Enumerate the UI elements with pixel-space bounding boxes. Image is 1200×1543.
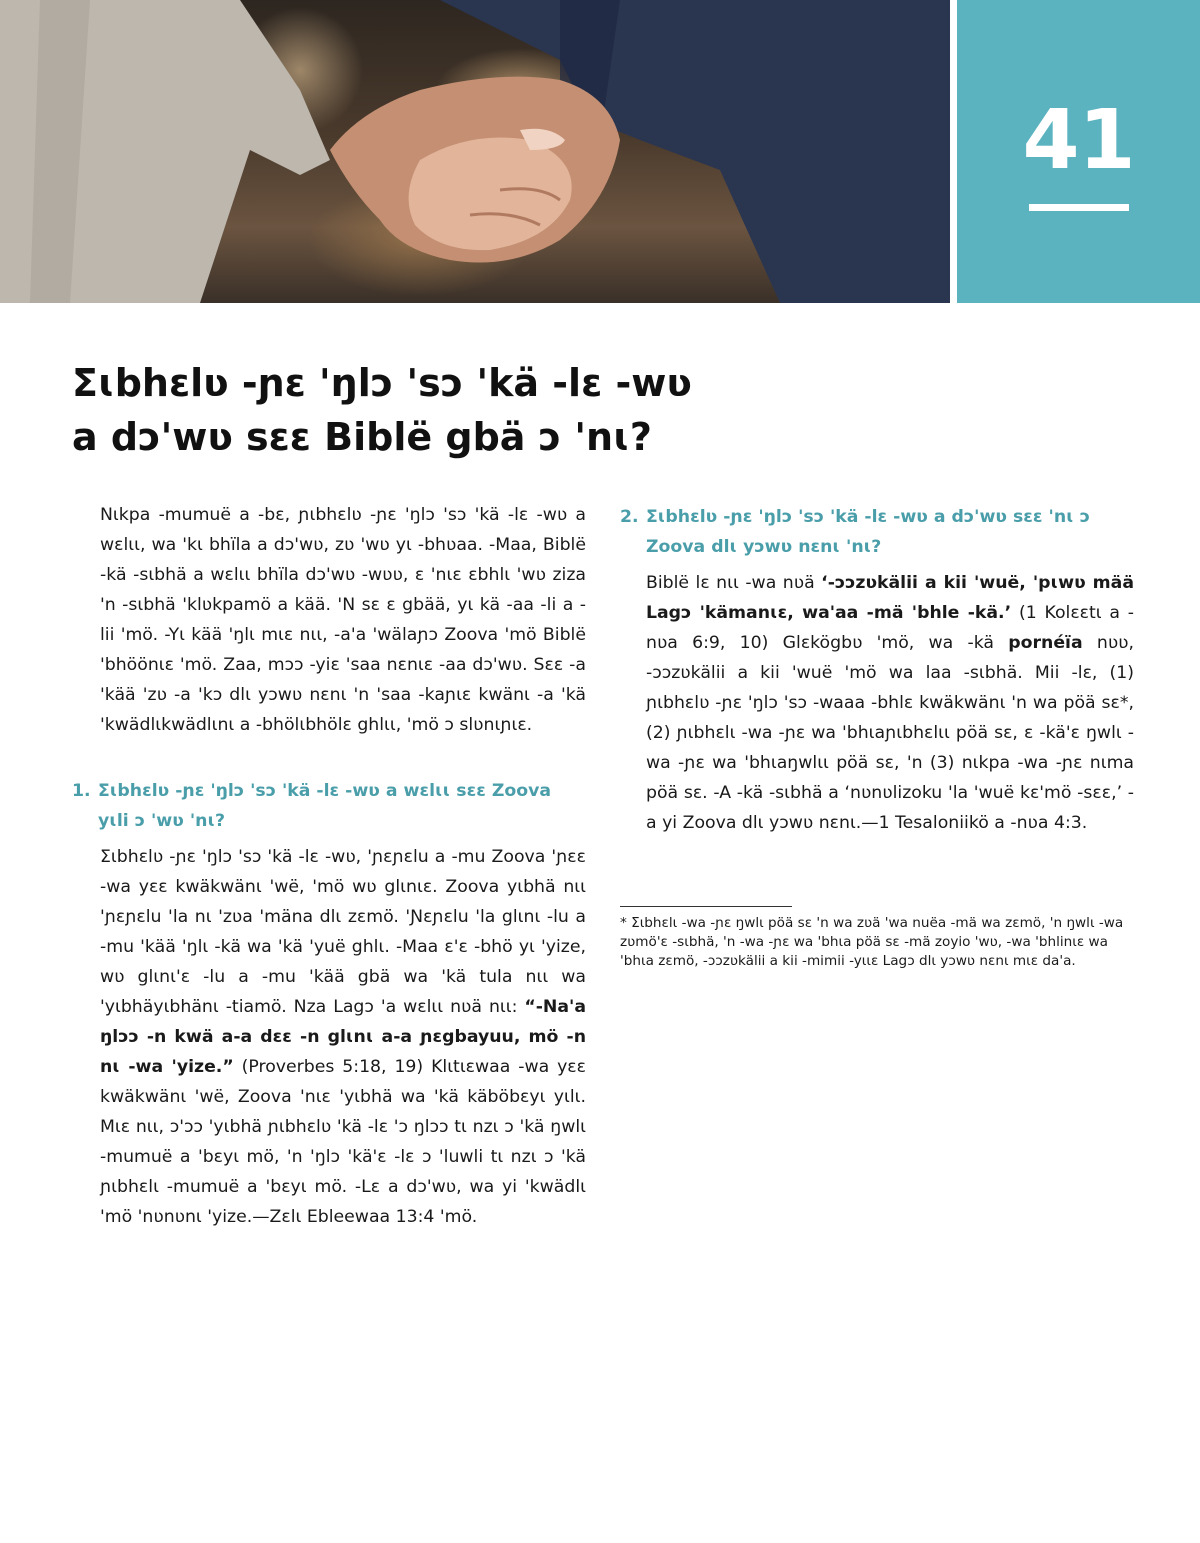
answer-2-quote: ‘-ɔɔzʋkälii a kii 'wuë, 'pɩwʋ mää Lagɔ 'kämanɩɛ, wa'aa -mä 'bhle -kä.’ [646,573,1135,623]
question-1-number: 1. [72,781,91,801]
answer-1-text-before: Ʃɩbhɛlʋ -ɲɛ 'ŋlɔ 'sɔ 'kä -lɛ -wʋ, 'ɲɛɲɛlu a -mu Zoova 'ɲɛɛ -wa yɛɛ kwäkwänɩ 'wë, 'mö wʋ glɩnɩɛ. Zoova yɩbhä nɩɩ 'ɲɛɲɛlu 'la nɩ 'zʋa 'mäna dlɩ zɛmö. 'Ɲɛɲɛlu 'la glɩnɩ -lu a -mu 'kää 'ŋlɩ -kä wa 'kä 'yuë ghlɩ. -Maa ɛ'ɛ -bhö yɩ 'yize, wʋ glɩnɩ'ɛ -lu a -mu 'kää gbä wa 'kä tula nɩɩ wa 'yɩbhäyɩbhänɩ -tiamö. Nza Lagɔ 'a wɛlɩɩ nʋä nɩɩ: [100,847,586,1017]
answer-2-text-pre: Biblë lɛ nɩɩ -wa nʋä [646,573,822,593]
page-title [72,356,892,464]
answer-1-paragraph [100,842,586,1232]
question-2-number: 2. [620,507,639,527]
page-title-line-1: Ʃɩbhɛlʋ -ɲɛ 'ŋlɔ 'sɔ 'kä -lɛ -wʋ [72,361,692,405]
hero-photo [0,0,950,303]
question-1 [72,776,586,836]
answer-1-text-after: (Proverbes 5:18, 19) Klɩtɩɛwaa -wa yɛɛ kwäkwänɩ 'wë, Zoova 'nɩɛ 'yɩbhä wa 'kä käböbɛyɩ yɩlɩ. Mɩɛ nɩɩ, ɔ'ɔɔ 'yɩbhä ɲɩbhɛlʋ 'kä -lɛ 'ɔ ŋlɔɔ tɩ nzɩ ɔ 'kä ŋwlɩ -mumuë a 'bɛyɩ mö, 'n 'ŋlɔ 'kä'ɛ -lɛ ɔ 'luwli tɩ nzɩ ɔ 'kä ɲɩbhɛlɩ -mumuë a 'bɛyɩ mö. -Lɛ a dɔ'wʋ, wa yi 'kwädlɩ 'mö 'nʋnʋnɩ 'yize.—Zɛlɩ Ebleewaa 13:4 'mö. [100,1057,586,1227]
lesson-number: 41 [1022,93,1135,188]
left-column [72,500,586,1232]
lesson-number-underline [1029,204,1129,211]
question-2-text: Ʃɩbhɛlʋ -ɲɛ 'ŋlɔ 'sɔ 'kä -lɛ -wʋ a dɔ'wʋ sɛɛ 'nɩ ɔ Zoova dlɩ yɔwʋ nɛnɩ 'nɩ? [646,507,1091,557]
footnote-divider [620,906,792,907]
hands-holding-illustration [0,0,950,303]
answer-2-term: pornéïa [1008,633,1083,653]
footnote: * Ʃɩbhɛlɩ -wa -ɲɛ ŋwlɩ pöä sɛ 'n wa zʋä 'wa nuëa -mä wa zɛmö, 'n ŋwlɩ -wa zʋmö'ɛ -sɩbhä, 'n -wa -ɲɛ wa 'bhɩa pöä sɛ -mä zoyio 'wʋ, -wa 'bhlinɩɛ wa 'bhɩa zɛmö, -ɔɔzʋkälii a kii -mimii -yɩɩɛ Lagɔ dlɩ yɔwʋ nɛnɩ mɩɛ da'a. [620,915,1124,969]
question-1-text: Ʃɩbhɛlʋ -ɲɛ 'ŋlɔ 'sɔ 'kä -lɛ -wʋ a wɛlɩɩ sɛɛ Zoova yɩli ɔ 'wʋ 'nɩ? [98,781,552,831]
answer-2-text-mid: (1 Kolɛɛtɩ a -nʋa 6:9, 10) Glɛkögbʋ 'mö, wa -kä [646,603,1135,653]
answer-2-text-post: nʋʋ, -ɔɔzʋkälii a kii 'wuë 'mö wa laa -sɩbhä. Mii -lɛ, (1) ɲɩbhɛlʋ -ɲɛ 'ŋlɔ 'sɔ -waaa -bhlɛ kwäkwänɩ 'n wa pöä sɛ*, (2) ɲɩbhɛlɩ -wa -ɲɛ wa 'bhɩaɲɩbhɛlɩɩ pöä sɛ, ɛ -kä'ɛ ŋwlɩ -wa -ɲɛ wa 'bhɩaŋwlɩɩ pöä sɛ, 'n (3) nɩkpa -wa -ɲɛ nɩma pöä sɛ. -A -kä -sɩbhä a ‘nʋnʋlizoku 'la 'wuë kɛ'mö -sɛɛ,’ -a yi Zoova dlɩ yɔwʋ nɛnɩ.—1 Tesaloniikö a -nʋa 4:3. [646,633,1134,833]
intro-paragraph: Nɩkpa -mumuë a -bɛ, ɲɩbhɛlʋ -ɲɛ 'ŋlɔ 'sɔ 'kä -lɛ -wʋ a wɛlɩɩ, wa 'kɩ bhïla a dɔ'wʋ, zʋ 'wʋ yɩ -bhʋaa. -Maa, Biblë -kä -sɩbhä a wɛlɩɩ bhïla dɔ'wʋ -wʋʋ, ɛ 'nɩɛ ɛbhlɩ 'wʋ ziza 'n -sɩbhä 'klʋkpamö a kää. 'N sɛ ɛ gbää, yɩ kä -aa -li a -lii 'mö. -Yɩ kää 'ŋlɩ mɩɛ nɩɩ, -a'a 'wälaɲɔ Zoova 'mö Biblë 'bhöönɩɛ 'mö. Zaa, mɔɔ -yiɛ 'saa nɛnɩɛ -aa dɔ'wʋ. Sɛɛ -a 'kää 'zʋ -a 'kɔ dlɩ yɔwʋ nɛnɩ 'n 'saa -kaɲɩɛ kwänɩ -a 'kä 'kwädlɩkwädlɩnɩ a -bhölɩbhölɛ ghlɩɩ, 'mö ɔ slʋnɩɲɩɛ. [100,505,586,735]
page-title-line-2: a dɔ'wʋ sɛɛ Biblë gbä ɔ 'nɩ? [72,415,652,459]
answer-2-paragraph [646,568,1134,838]
answer-1-quote: “-Na'a ŋlɔɔ -n kwä a-a dɛɛ -n glɩnɩ a-a ɲɛgbayuu, mö -n nɩ -wa 'yize.” [100,997,586,1077]
question-2 [620,502,1134,562]
lesson-number-box [957,0,1200,303]
right-column [620,500,1135,838]
